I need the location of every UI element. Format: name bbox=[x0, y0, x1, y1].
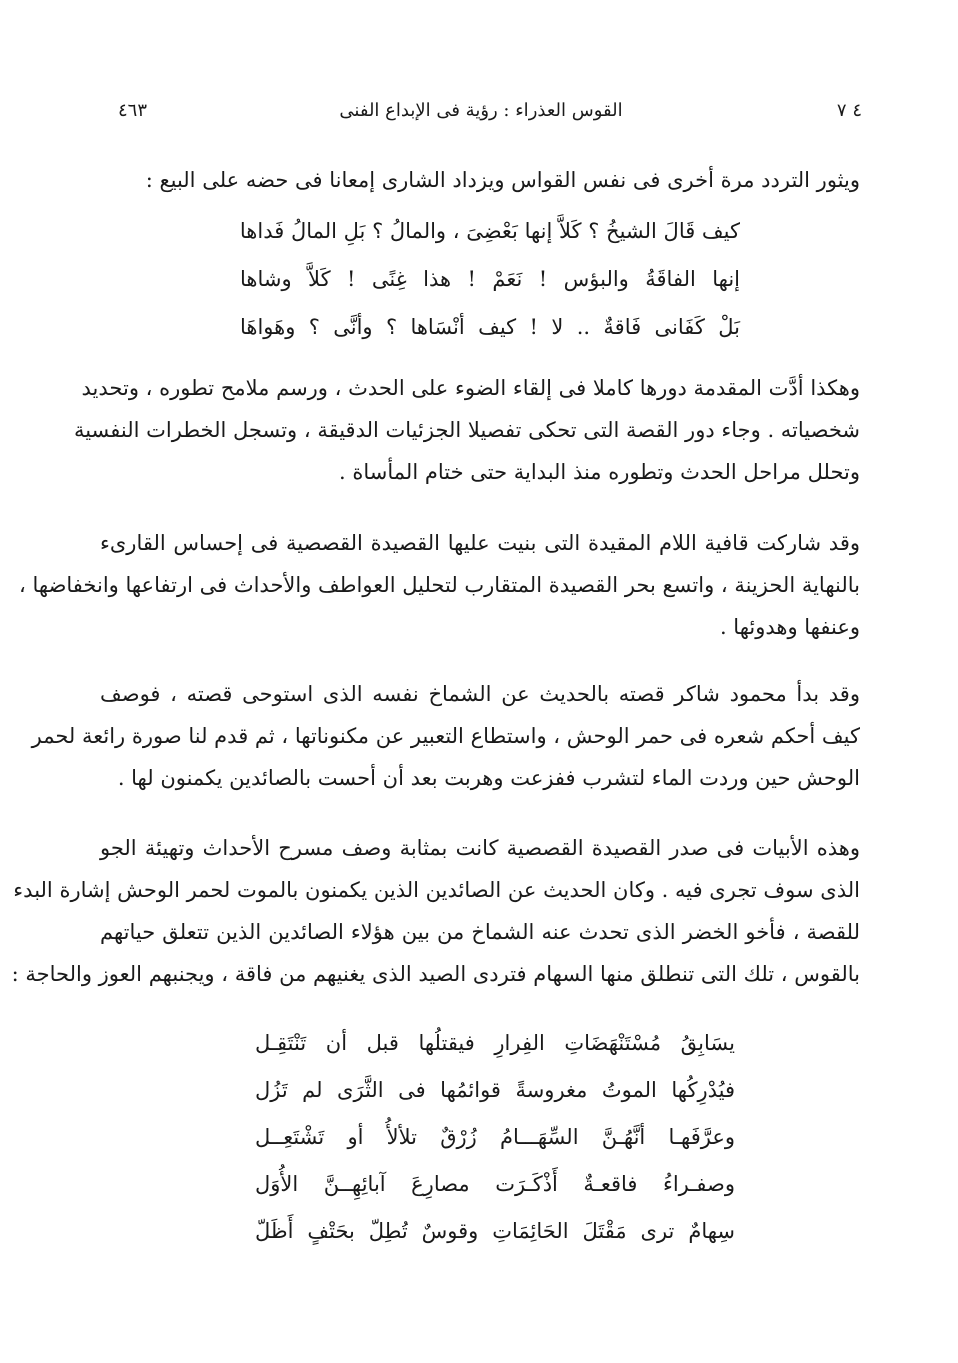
paragraph-2 bbox=[19, 522, 860, 648]
verse-line: يسَابِقُ مُسْتَنْهَضَاتِ الفِرارِ فيقتلُها قبل أن تَنْتَقِـل bbox=[255, 1031, 735, 1055]
intro-line: ويثور التردد مرة أخرى فى نفس القواس ويزداد الشارى إمعانا فى حضه على البيع : bbox=[145, 168, 860, 192]
paragraph-line: وهذه الأبيات فى صدر القصيدة القصصية كانت بمثابة وصف مسرح الأحداث وتهيئة الجو bbox=[100, 836, 860, 860]
paragraph-line: الذى سوف تجرى فيه . وكان الحديث عن الصائدين الذين يكمنون بالموت لحمر الوحش إشارة البدء bbox=[13, 878, 860, 902]
verse-line: وعرَّفَهـا أنَّهُـنَّ السِّهَـــامُ زُرْقٌ تلألأُ أو تَشْتَعِــل bbox=[255, 1125, 735, 1149]
paragraph-line: بالقوس ، تلك التى تنطلق منها السهام فتردى الصيد الذى يغنيهم من فاقة ، ويجنبهم العوز والحاجة : bbox=[11, 962, 860, 986]
paragraph-4 bbox=[11, 827, 860, 995]
paragraph-line: وهكذا أدَّت المقدمة دورها كاملا فى إلقاء الضوء على الحدث ، ورسم ملامح تطوره ، وتحديد bbox=[81, 376, 860, 400]
paragraph-line: وعنفها وهدوئها . bbox=[719, 615, 860, 639]
verse-block-2 bbox=[255, 1020, 735, 1255]
verse-line: بَلْ كَفَانى فَاقةٌ .. لا ! كيف أنْسَاها ؟ وأنَّى ؟ وهَواهَا bbox=[240, 315, 740, 339]
paragraph-line: وتحلل مراحل الحدث وتطوره منذ البداية حتى ختام المأساة . bbox=[339, 460, 860, 484]
chapter-marker: ٤ ٧ bbox=[836, 100, 862, 121]
paragraph-line: وقد بدأ محمود شاكر قصته بالحديث عن الشماخ نفسه الذى استوحى قصته ، فوصف bbox=[100, 682, 860, 706]
paragraph-line: الوحش حين وردت الماء لتشرب ففزعت وهربت بعد أن أحست بالصائدين يكمنون لها . bbox=[117, 766, 860, 790]
verse-line: سِهامٌ ترى مَقْتَلَ الحَائِمَاتِ وقوسٌ تُطِلّ بحَتْفٍ أَظَلّ bbox=[255, 1219, 735, 1243]
verse-line: كيف قَالَ الشيخُ ؟ كَلاَّ إنها بَعْضِىَ ، والمالُ ؟ بَلِ المالُ فَداها bbox=[239, 219, 740, 243]
verse-block-1 bbox=[240, 207, 740, 351]
running-header bbox=[100, 100, 862, 130]
paragraph-line: شخصياته . وجاء دور القصة التى تحكى تفصيلا الجزئيات الدقيقة ، وتسجل الخطرات النفسية bbox=[73, 418, 860, 442]
paragraph-3 bbox=[31, 673, 860, 799]
running-title: القوس العذراء : رؤية فى الإبداع الفنى bbox=[339, 100, 623, 121]
verse-line: وصفـراءُ فاقعـةٌ أَذْكَـرَت مصارِعَ آبائِهِــنَّ الأُوَل bbox=[255, 1172, 735, 1196]
paragraph-line: كيف أحكم شعره فى حمر الوحش ، واستطاع التعبير عن مكنوناتها ، ثم قدم لنا صورة رائعة لحمر bbox=[31, 724, 860, 748]
verse-line: فيُدْرِكُها الموتُ مغروسةً قوائمُها فى الثَّرَى لم تَزُل bbox=[255, 1078, 735, 1102]
paragraph-line: للقصة ، فأخو الخضر الذى تحدث عنه الشماخ من بين هؤلاء الصائدين الذين تتعلق حياتهم bbox=[100, 920, 860, 944]
paragraph-1 bbox=[73, 367, 860, 493]
verse-line: إنها الفاقَةُ والبؤس ! نَعَمْ ! هذا غِنًى ! كَلاَّ وشاها bbox=[240, 267, 740, 291]
paragraph-line: وقد شاركت قافية اللام المقيدة التى بنيت عليها القصيدة القصصية فى إحساس القارىء bbox=[100, 531, 860, 555]
page-number: ٤٦٣ bbox=[118, 100, 148, 121]
paragraph-line: بالنهاية الحزينة ، واتسع بحر القصيدة المتقارب لتحليل العواطف والأحداث فى ارتفاعها وانخفاضها ، bbox=[19, 573, 860, 597]
